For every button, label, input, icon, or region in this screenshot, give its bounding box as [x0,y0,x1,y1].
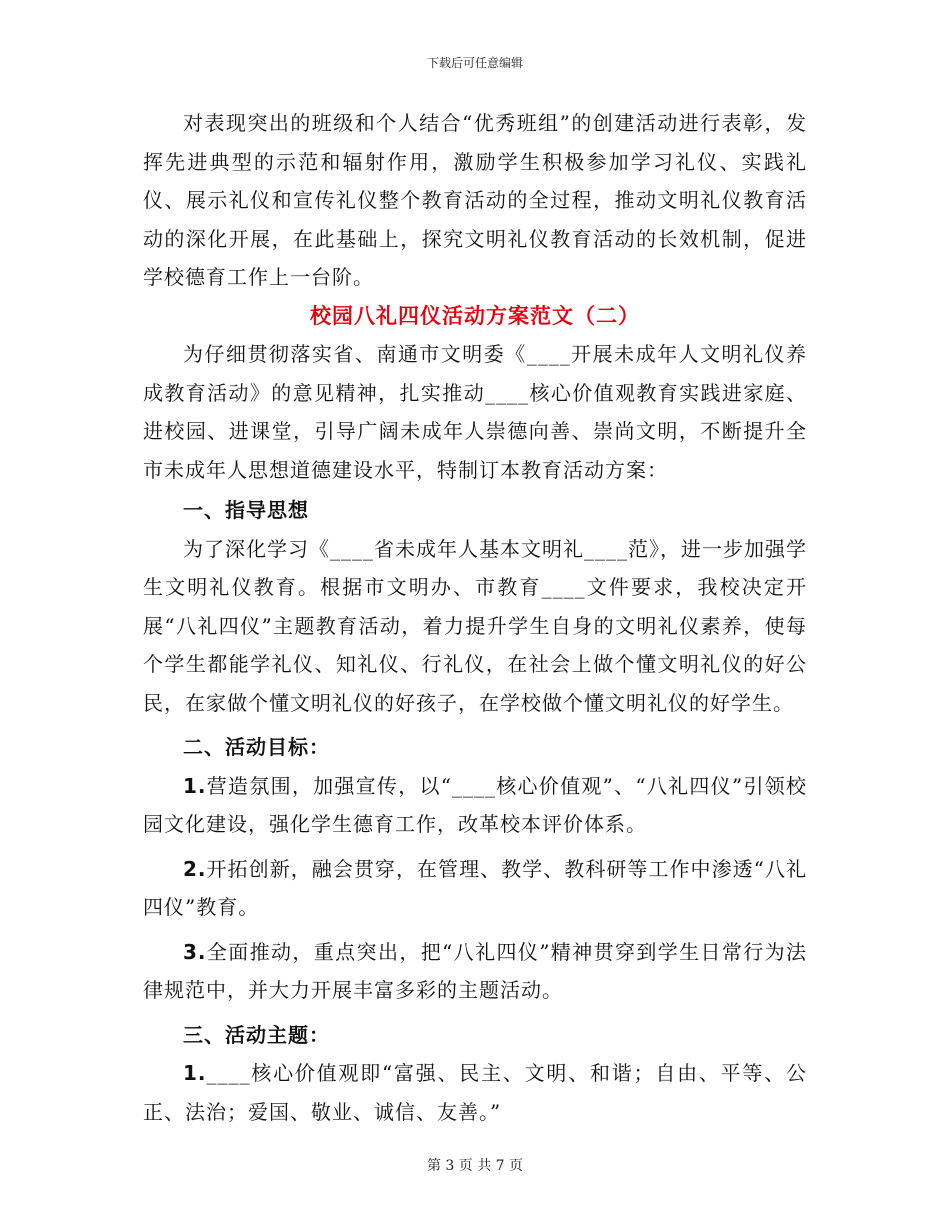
goal-item-3 [143,933,807,1010]
goal-number-3: 3. [183,939,207,964]
goal-text-1: 营造氛围，加强宣传，以“____核心价值观”、“八礼四仪”引领校园文化建设，强化学生德育工作，改革校本评价体系。 [143,773,807,836]
goal-item-1 [143,767,807,844]
page-header: 下载后可任意编辑 [426,56,523,70]
heading-activity-goals: 二、活动目标： [183,735,330,759]
goal-text-2: 开拓创新，融会贯穿，在管理、教学、教科研等工作中渗透“八礼四仪”教育。 [143,856,807,919]
page-footer: 第 3 页 共 7 页 [426,1158,524,1174]
paragraph-commendation: 对表现突出的班级和个人结合“优秀班组”的创建活动进行表彰，发挥先进典型的示范和辐射作用，激励学生积极参加学习礼仪、实践礼仪、展示礼仪和宣传礼仪整个教育活动的全过程，推动文明礼仪教育活动的深化开展，在此基础上，探究文明礼仪教育活动的长效机制，促进学校德育工作上一台阶。 [143,111,807,289]
goal-item-2 [143,850,807,927]
theme-text-1: ____核心价值观即“富强、民主、文明、和谐；自由、平等、公正、法治；爱国、敬业、诚信、友善。” [143,1061,807,1124]
paragraph-intro: 为仔细贯彻落实省、南通市文明委《____开展未成年人文明礼仪养成教育活动》的意见精神，扎实推动____核心价值观教育实践进家庭、进校园、进课堂，引导广阔未成年人崇德向善、崇尚文明，不断提升全市未成年人思想道德建设水平，特制订本教育活动方案： [143,342,807,482]
section-title: 校园八礼四仪活动方案范文（二） [310,302,640,328]
heading-activity-theme: 三、活动主题： [183,1022,330,1047]
document-body [143,104,807,1131]
theme-item-1 [143,1054,807,1131]
goal-text-3: 全面推动，重点突出，把“八礼四仪”精神贯穿到学生日常行为法律规范中，并大力开展丰富多彩的主题活动。 [143,939,807,1002]
heading-guiding-thought: 一、指导思想 [183,498,309,522]
goal-number-1: 1. [183,773,207,798]
goal-number-2: 2. [183,856,207,881]
theme-number-1: 1. [183,1061,207,1085]
paragraph-guiding-thought: 为了深化学习《____省未成年人基本文明礼____范》，进一步加强学生文明礼仪教育。根据市文明办、市教育____文件要求，我校决定开展“八礼四仪”主题教育活动，着力提升学生自身的文明礼仪素养，使每个学生都能学礼仪、知礼仪、行礼仪，在社会上做个懂文明礼仪的好公民，在家做个懂文明礼仪的好孩子，在学校做个懂文明礼仪的好学生。 [143,536,807,715]
